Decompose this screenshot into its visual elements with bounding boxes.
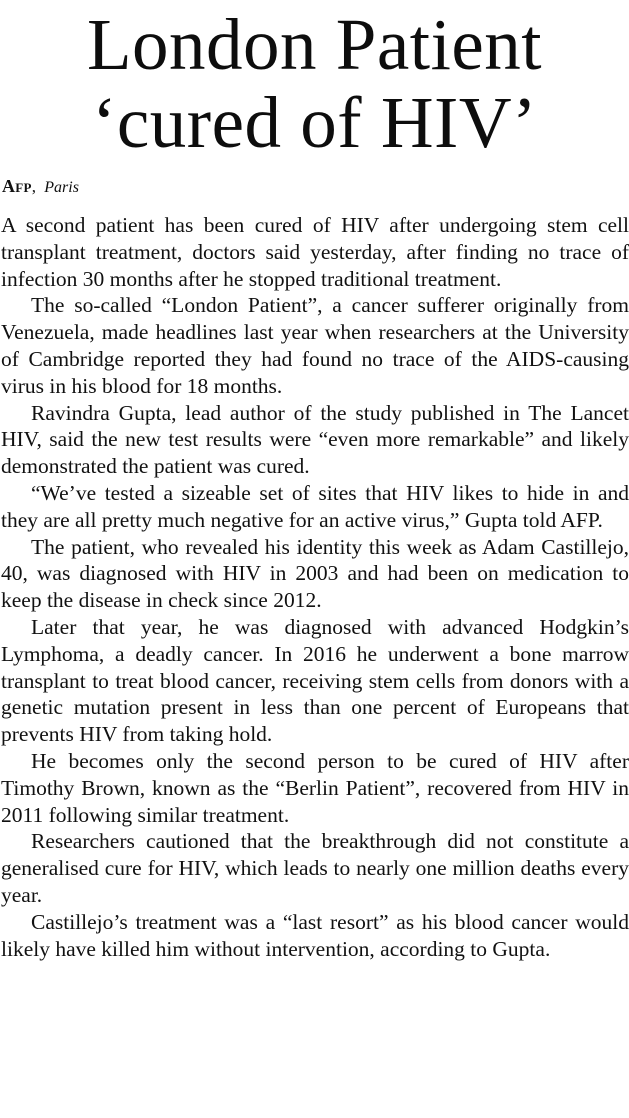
article-body	[0, 212, 629, 962]
article-paragraph-2: The so-called “London Patient”, a cancer sufferer originally from Venezuela, made headlines last year when researchers at the University of Cambridge reported they had found no trace of the AIDS-causing virus in his blood for 18 months.	[1, 293, 629, 398]
headline-line-2: ‘cured of HIV’	[92, 82, 537, 163]
article-paragraph-5: The patient, who revealed his identity this week as Adam Castillejo, 40, was diagnosed with HIV in 2003 and had been on medication to keep the disease in check since 2012.	[1, 534, 629, 613]
article-paragraph-9: Castillejo’s treatment was a “last resort” as his blood cancer would likely have killed him without intervention, according to Gupta.	[1, 909, 629, 961]
article-paragraph-3: Ravindra Gupta, lead author of the study published in The Lancet HIV, said the new test results were “even more remarkable” and likely demonstrated the patient was cured.	[1, 400, 629, 479]
byline-agency: Afp	[2, 176, 32, 196]
byline	[2, 176, 629, 202]
article-paragraph-4: “We’ve tested a sizeable set of sites that HIV likes to hide in and they are all pretty much negative for an active virus,” Gupta told AFP.	[1, 480, 629, 532]
byline-city: Paris	[44, 179, 79, 196]
article-paragraph-1: A second patient has been cured of HIV after undergoing stem cell transplant treatment, doctors said yesterday, after finding no trace of infection 30 months after he stopped traditional treatment.	[1, 213, 629, 291]
headline-line-1: London Patient	[86, 4, 543, 85]
headline	[0, 0, 629, 162]
article-paragraph-7: He becomes only the second person to be cured of HIV after Timothy Brown, known as the “Berlin Patient”, recovered from HIV in 2011 following similar treatment.	[1, 748, 629, 827]
article-paragraph-6: Later that year, he was diagnosed with advanced Hodgkin’s Lymphoma, a deadly cancer. In 2016 he underwent a bone marrow transplant to treat blood cancer, receiving stem cells from donors with a genetic mutation present in less than one percent of Europeans that prevents HIV from taking hold.	[1, 614, 629, 747]
article-paragraph-8: Researchers cautioned that the breakthrough did not constitute a generalised cure for HIV, which leads to nearly one million deaths every year.	[1, 829, 629, 907]
byline-separator: ,	[31, 177, 37, 196]
